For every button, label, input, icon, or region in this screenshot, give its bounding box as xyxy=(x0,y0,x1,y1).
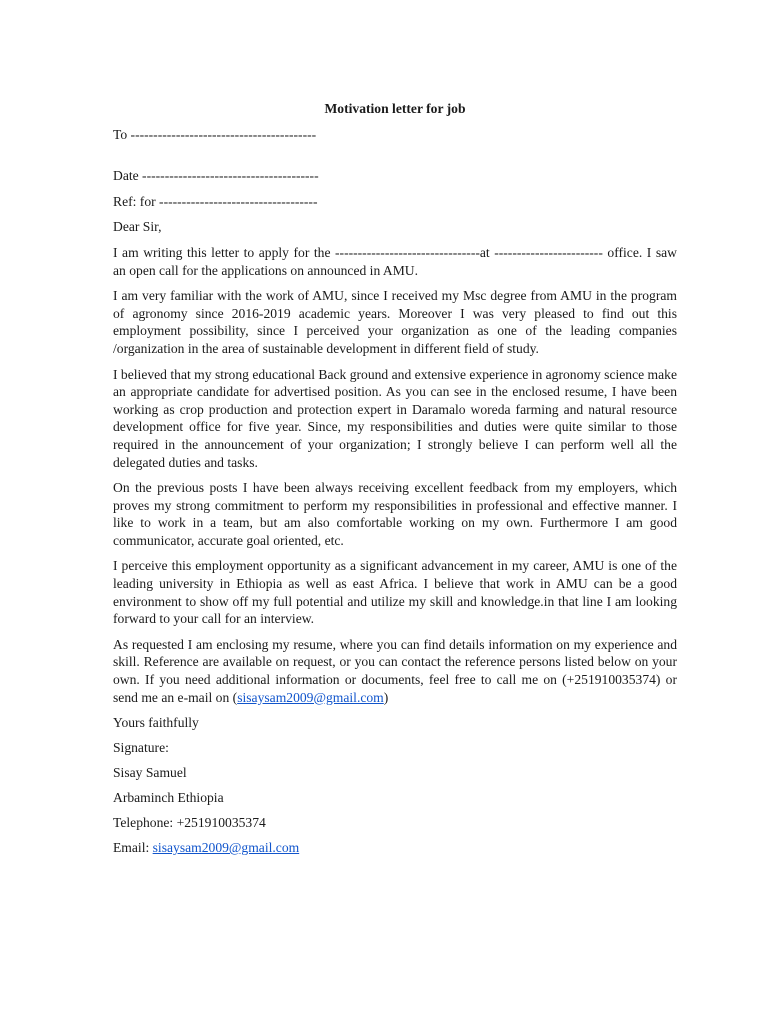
paragraph-resume-end: ) xyxy=(383,689,389,705)
paragraph-feedback: On the previous posts I have been always receiving excellent feedback from my employers, which proves my strong commitment to perform my responsibilities in professional and effective manner. I like to work in a team, but am also comfortable working on my own. Furthermore I am good communicator, accurate goal oriented, etc. xyxy=(113,480,677,548)
paragraph-opportunity: I perceive this employment opportunity as a significant advancement in my career, AMU is one of the leading university in Ethiopia as well as east Africa. I believe that work in AMU can be a good environment to show off my full potential and utilize my skill and knowledge.in that line I am looking forward to your call for an interview. xyxy=(113,558,677,627)
sender-telephone: Telephone: +251910035374 xyxy=(113,815,266,831)
sender-email xyxy=(113,839,677,857)
sender-name: Sisay Samuel xyxy=(113,765,187,781)
to-line: To ----------------------------------------- xyxy=(113,126,317,142)
letter-title: Motivation letter for job xyxy=(324,101,466,116)
paragraph-background: I believed that my strong educational Back ground and extensive experience in agronomy science make an appropriate candidate for advertised position. As you can see in the enclosed resume, I have been working as crop production and protection expert in Daramalo woreda farming and natural resource development office for five year. Since, my responsibilities and duties were quite similar to those required in the announcement of your organization; I strongly believe I can perform well all the delegated duties and tasks. xyxy=(113,366,677,470)
date-line: Date --------------------------------------- xyxy=(113,168,319,184)
letter-body xyxy=(113,100,677,864)
email-label: Email: xyxy=(113,840,153,856)
signature-label: Signature: xyxy=(113,740,169,756)
paragraph-application: I am writing this letter to apply for the --------------------------------at ------------------------ office. I saw an open call for the applications on announced in AMU. xyxy=(113,244,677,278)
paragraph-resume-text: As requested I am enclosing my resume, where you can find details information on my experience and skill. Reference are available on request, or you can contact the reference persons listed below on your own. If you need additional information or documents, feel free to call me on (+251910035374) or send me an e-mail on ( xyxy=(113,636,677,705)
email-link-inline[interactable]: sisaysam2009@gmail.com xyxy=(237,689,384,705)
closing: Yours faithfully xyxy=(113,715,199,731)
ref-line: Ref: for ----------------------------------- xyxy=(113,193,318,209)
paragraph-resume xyxy=(113,636,677,706)
salutation: Dear Sir, xyxy=(113,219,162,235)
email-link[interactable]: sisaysam2009@gmail.com xyxy=(152,840,300,856)
sender-location: Arbaminch Ethiopia xyxy=(113,790,224,806)
paragraph-familiarity: I am very familiar with the work of AMU, since I received my Msc degree from AMU in the program of agronomy since 2016-2019 academic years. Moreover I was very pleased to find out this employment possibility, since I perceived your organization as one of the leading companies /organization in the area of sustainable development in different field of study. xyxy=(113,288,677,356)
